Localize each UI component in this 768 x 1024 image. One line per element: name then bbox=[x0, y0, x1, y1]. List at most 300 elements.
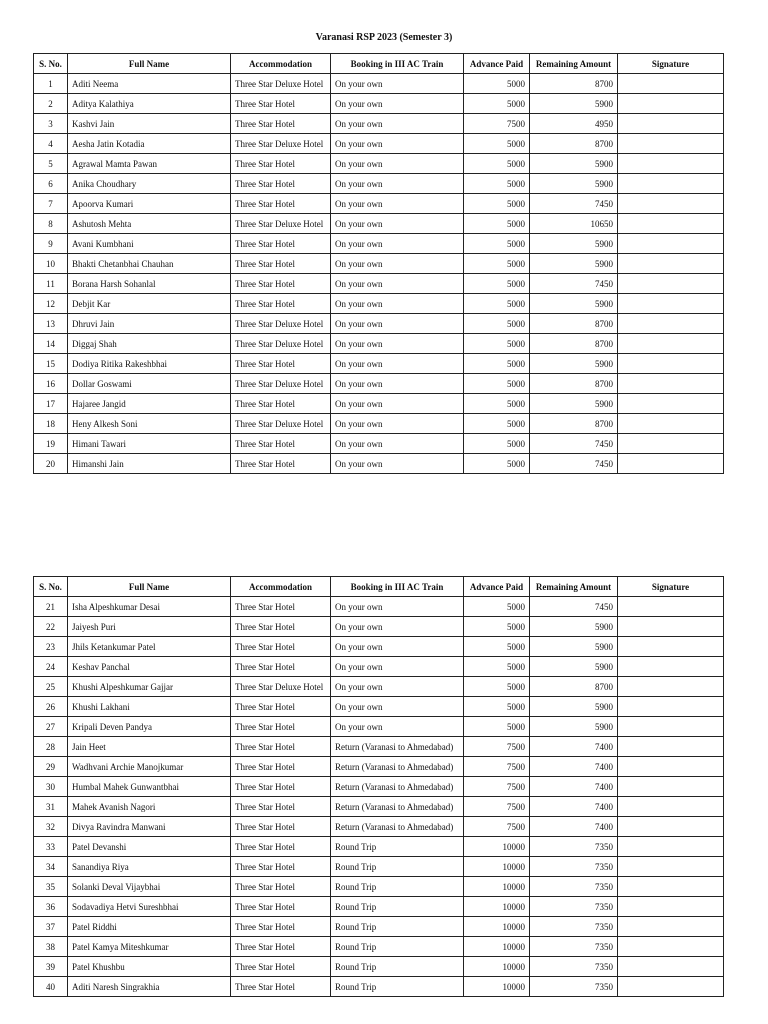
cell-sno: 6 bbox=[34, 174, 68, 194]
cell-advance-paid: 10000 bbox=[464, 837, 530, 857]
cell-signature bbox=[618, 254, 724, 274]
cell-advance-paid: 10000 bbox=[464, 957, 530, 977]
table-header-row bbox=[34, 54, 724, 74]
table-row bbox=[34, 637, 724, 657]
cell-booking: On your own bbox=[331, 677, 464, 697]
cell-booking: On your own bbox=[331, 154, 464, 174]
cell-booking: On your own bbox=[331, 414, 464, 434]
cell-remaining-amount: 7400 bbox=[530, 737, 618, 757]
cell-signature bbox=[618, 717, 724, 737]
cell-sno: 13 bbox=[34, 314, 68, 334]
cell-advance-paid: 5000 bbox=[464, 214, 530, 234]
cell-advance-paid: 10000 bbox=[464, 857, 530, 877]
cell-remaining-amount: 5900 bbox=[530, 617, 618, 637]
table-row bbox=[34, 977, 724, 997]
cell-booking: On your own bbox=[331, 314, 464, 334]
cell-full-name: Dollar Goswami bbox=[68, 374, 231, 394]
cell-full-name: Ashutosh Mehta bbox=[68, 214, 231, 234]
cell-booking: Return (Varanasi to Ahmedabad) bbox=[331, 737, 464, 757]
cell-sno: 36 bbox=[34, 897, 68, 917]
cell-advance-paid: 5000 bbox=[464, 294, 530, 314]
cell-booking: On your own bbox=[331, 234, 464, 254]
cell-sno: 32 bbox=[34, 817, 68, 837]
cell-accommodation: Three Star Hotel bbox=[231, 817, 331, 837]
cell-remaining-amount: 5900 bbox=[530, 94, 618, 114]
cell-sno: 2 bbox=[34, 94, 68, 114]
cell-advance-paid: 5000 bbox=[464, 194, 530, 214]
cell-booking: Round Trip bbox=[331, 957, 464, 977]
cell-remaining-amount: 7350 bbox=[530, 857, 618, 877]
table-row bbox=[34, 957, 724, 977]
cell-sno: 11 bbox=[34, 274, 68, 294]
cell-accommodation: Three Star Deluxe Hotel bbox=[231, 334, 331, 354]
cell-accommodation: Three Star Hotel bbox=[231, 717, 331, 737]
cell-sno: 14 bbox=[34, 334, 68, 354]
cell-remaining-amount: 7350 bbox=[530, 977, 618, 997]
header-accommodation: Accommodation bbox=[231, 54, 331, 74]
cell-booking: On your own bbox=[331, 434, 464, 454]
cell-sno: 27 bbox=[34, 717, 68, 737]
cell-booking: On your own bbox=[331, 294, 464, 314]
cell-full-name: Humbal Mahek Gunwantbhai bbox=[68, 777, 231, 797]
cell-booking: On your own bbox=[331, 617, 464, 637]
cell-advance-paid: 5000 bbox=[464, 454, 530, 474]
cell-full-name: Khushi Alpeshkumar Gajjar bbox=[68, 677, 231, 697]
cell-advance-paid: 5000 bbox=[464, 597, 530, 617]
cell-accommodation: Three Star Hotel bbox=[231, 294, 331, 314]
cell-advance-paid: 5000 bbox=[464, 174, 530, 194]
cell-signature bbox=[618, 917, 724, 937]
cell-remaining-amount: 5900 bbox=[530, 294, 618, 314]
cell-sno: 12 bbox=[34, 294, 68, 314]
table-row bbox=[34, 917, 724, 937]
cell-sno: 23 bbox=[34, 637, 68, 657]
cell-signature bbox=[618, 817, 724, 837]
cell-signature bbox=[618, 374, 724, 394]
cell-accommodation: Three Star Hotel bbox=[231, 897, 331, 917]
cell-sno: 28 bbox=[34, 737, 68, 757]
cell-signature bbox=[618, 114, 724, 134]
cell-full-name: Agrawal Mamta Pawan bbox=[68, 154, 231, 174]
cell-booking: On your own bbox=[331, 394, 464, 414]
cell-booking: Round Trip bbox=[331, 877, 464, 897]
header-advance-paid: Advance Paid bbox=[464, 577, 530, 597]
table-row bbox=[34, 677, 724, 697]
cell-sno: 22 bbox=[34, 617, 68, 637]
cell-remaining-amount: 5900 bbox=[530, 637, 618, 657]
cell-advance-paid: 5000 bbox=[464, 154, 530, 174]
header-full-name: Full Name bbox=[68, 54, 231, 74]
cell-booking: On your own bbox=[331, 454, 464, 474]
payment-table-2 bbox=[33, 576, 724, 997]
cell-full-name: Debjit Kar bbox=[68, 294, 231, 314]
cell-accommodation: Three Star Deluxe Hotel bbox=[231, 74, 331, 94]
cell-remaining-amount: 7400 bbox=[530, 777, 618, 797]
cell-booking: On your own bbox=[331, 374, 464, 394]
cell-booking: On your own bbox=[331, 134, 464, 154]
cell-accommodation: Three Star Hotel bbox=[231, 697, 331, 717]
cell-signature bbox=[618, 94, 724, 114]
cell-accommodation: Three Star Hotel bbox=[231, 857, 331, 877]
cell-signature bbox=[618, 757, 724, 777]
cell-signature bbox=[618, 354, 724, 374]
cell-signature bbox=[618, 234, 724, 254]
cell-remaining-amount: 7450 bbox=[530, 194, 618, 214]
header-advance-paid: Advance Paid bbox=[464, 54, 530, 74]
cell-remaining-amount: 8700 bbox=[530, 314, 618, 334]
cell-sno: 18 bbox=[34, 414, 68, 434]
cell-full-name: Khushi Lakhani bbox=[68, 697, 231, 717]
table-row bbox=[34, 454, 724, 474]
cell-sno: 40 bbox=[34, 977, 68, 997]
table-row bbox=[34, 254, 724, 274]
cell-accommodation: Three Star Hotel bbox=[231, 394, 331, 414]
cell-booking: On your own bbox=[331, 354, 464, 374]
table-row bbox=[34, 414, 724, 434]
cell-advance-paid: 10000 bbox=[464, 937, 530, 957]
cell-full-name: Sodavadiya Hetvi Sureshbhai bbox=[68, 897, 231, 917]
cell-signature bbox=[618, 897, 724, 917]
cell-remaining-amount: 7350 bbox=[530, 877, 618, 897]
cell-accommodation: Three Star Hotel bbox=[231, 254, 331, 274]
table-row bbox=[34, 737, 724, 757]
cell-accommodation: Three Star Hotel bbox=[231, 617, 331, 637]
cell-booking: On your own bbox=[331, 334, 464, 354]
cell-signature bbox=[618, 737, 724, 757]
table-row bbox=[34, 777, 724, 797]
cell-advance-paid: 5000 bbox=[464, 677, 530, 697]
cell-signature bbox=[618, 274, 724, 294]
table-row bbox=[34, 114, 724, 134]
cell-full-name: Jain Heet bbox=[68, 737, 231, 757]
cell-accommodation: Three Star Hotel bbox=[231, 454, 331, 474]
cell-full-name: Dhruvi Jain bbox=[68, 314, 231, 334]
cell-full-name: Jhils Ketankumar Patel bbox=[68, 637, 231, 657]
cell-remaining-amount: 7400 bbox=[530, 757, 618, 777]
table-row bbox=[34, 697, 724, 717]
cell-sno: 38 bbox=[34, 937, 68, 957]
table-row bbox=[34, 717, 724, 737]
cell-remaining-amount: 10650 bbox=[530, 214, 618, 234]
cell-full-name: Himanshi Jain bbox=[68, 454, 231, 474]
cell-full-name: Jaiyesh Puri bbox=[68, 617, 231, 637]
cell-full-name: Borana Harsh Sohanlal bbox=[68, 274, 231, 294]
table-row bbox=[34, 434, 724, 454]
cell-signature bbox=[618, 677, 724, 697]
cell-accommodation: Three Star Hotel bbox=[231, 877, 331, 897]
cell-signature bbox=[618, 797, 724, 817]
cell-remaining-amount: 7450 bbox=[530, 434, 618, 454]
cell-full-name: Diggaj Shah bbox=[68, 334, 231, 354]
cell-advance-paid: 5000 bbox=[464, 74, 530, 94]
cell-remaining-amount: 5900 bbox=[530, 354, 618, 374]
cell-remaining-amount: 5900 bbox=[530, 234, 618, 254]
cell-advance-paid: 10000 bbox=[464, 877, 530, 897]
cell-advance-paid: 5000 bbox=[464, 134, 530, 154]
cell-remaining-amount: 8700 bbox=[530, 414, 618, 434]
cell-booking: Round Trip bbox=[331, 837, 464, 857]
cell-advance-paid: 10000 bbox=[464, 897, 530, 917]
cell-booking: Round Trip bbox=[331, 857, 464, 877]
cell-sno: 9 bbox=[34, 234, 68, 254]
table-row bbox=[34, 94, 724, 114]
cell-signature bbox=[618, 977, 724, 997]
cell-remaining-amount: 8700 bbox=[530, 334, 618, 354]
cell-booking: On your own bbox=[331, 74, 464, 94]
cell-sno: 4 bbox=[34, 134, 68, 154]
cell-remaining-amount: 8700 bbox=[530, 74, 618, 94]
cell-signature bbox=[618, 877, 724, 897]
table-row bbox=[34, 877, 724, 897]
cell-full-name: Avani Kumbhani bbox=[68, 234, 231, 254]
cell-signature bbox=[618, 394, 724, 414]
cell-full-name: Divya Ravindra Manwani bbox=[68, 817, 231, 837]
cell-sno: 3 bbox=[34, 114, 68, 134]
cell-signature bbox=[618, 597, 724, 617]
cell-advance-paid: 5000 bbox=[464, 374, 530, 394]
header-remaining-amount: Remaining Amount bbox=[530, 577, 618, 597]
cell-remaining-amount: 8700 bbox=[530, 374, 618, 394]
cell-remaining-amount: 5900 bbox=[530, 657, 618, 677]
cell-signature bbox=[618, 134, 724, 154]
header-signature: Signature bbox=[618, 54, 724, 74]
cell-accommodation: Three Star Deluxe Hotel bbox=[231, 214, 331, 234]
cell-remaining-amount: 5900 bbox=[530, 254, 618, 274]
cell-booking: Round Trip bbox=[331, 917, 464, 937]
table-row bbox=[34, 837, 724, 857]
document-title: Varanasi RSP 2023 (Semester 3) bbox=[315, 32, 453, 43]
cell-remaining-amount: 5900 bbox=[530, 174, 618, 194]
cell-booking: Round Trip bbox=[331, 897, 464, 917]
header-signature: Signature bbox=[618, 577, 724, 597]
cell-accommodation: Three Star Deluxe Hotel bbox=[231, 134, 331, 154]
cell-accommodation: Three Star Deluxe Hotel bbox=[231, 414, 331, 434]
cell-booking: On your own bbox=[331, 657, 464, 677]
cell-booking: On your own bbox=[331, 94, 464, 114]
cell-remaining-amount: 8700 bbox=[530, 134, 618, 154]
table-row bbox=[34, 174, 724, 194]
cell-accommodation: Three Star Hotel bbox=[231, 657, 331, 677]
table-row bbox=[34, 897, 724, 917]
cell-remaining-amount: 7350 bbox=[530, 957, 618, 977]
cell-signature bbox=[618, 637, 724, 657]
table-row bbox=[34, 234, 724, 254]
cell-advance-paid: 5000 bbox=[464, 94, 530, 114]
cell-advance-paid: 5000 bbox=[464, 334, 530, 354]
cell-accommodation: Three Star Hotel bbox=[231, 757, 331, 777]
cell-accommodation: Three Star Hotel bbox=[231, 94, 331, 114]
cell-advance-paid: 7500 bbox=[464, 797, 530, 817]
cell-full-name: Patel Kamya Miteshkumar bbox=[68, 937, 231, 957]
cell-accommodation: Three Star Hotel bbox=[231, 917, 331, 937]
cell-full-name: Isha Alpeshkumar Desai bbox=[68, 597, 231, 617]
cell-sno: 20 bbox=[34, 454, 68, 474]
table-row bbox=[34, 394, 724, 414]
cell-full-name: Patel Khushbu bbox=[68, 957, 231, 977]
cell-full-name: Mahek Avanish Nagori bbox=[68, 797, 231, 817]
cell-advance-paid: 10000 bbox=[464, 917, 530, 937]
cell-full-name: Dodiya Ritika Rakeshbhai bbox=[68, 354, 231, 374]
cell-full-name: Himani Tawari bbox=[68, 434, 231, 454]
cell-accommodation: Three Star Hotel bbox=[231, 354, 331, 374]
cell-full-name: Aditi Neema bbox=[68, 74, 231, 94]
cell-full-name: Patel Devanshi bbox=[68, 837, 231, 857]
cell-signature bbox=[618, 937, 724, 957]
cell-advance-paid: 5000 bbox=[464, 637, 530, 657]
cell-signature bbox=[618, 777, 724, 797]
cell-signature bbox=[618, 174, 724, 194]
cell-advance-paid: 7500 bbox=[464, 114, 530, 134]
cell-signature bbox=[618, 74, 724, 94]
cell-full-name: Anika Choudhary bbox=[68, 174, 231, 194]
table-row bbox=[34, 334, 724, 354]
cell-sno: 17 bbox=[34, 394, 68, 414]
cell-remaining-amount: 5900 bbox=[530, 697, 618, 717]
cell-booking: Return (Varanasi to Ahmedabad) bbox=[331, 777, 464, 797]
cell-signature bbox=[618, 837, 724, 857]
cell-sno: 33 bbox=[34, 837, 68, 857]
header-booking: Booking in III AC Train bbox=[331, 54, 464, 74]
header-accommodation: Accommodation bbox=[231, 577, 331, 597]
cell-sno: 15 bbox=[34, 354, 68, 374]
cell-remaining-amount: 7450 bbox=[530, 597, 618, 617]
cell-booking: Return (Varanasi to Ahmedabad) bbox=[331, 797, 464, 817]
cell-accommodation: Three Star Hotel bbox=[231, 797, 331, 817]
cell-remaining-amount: 7400 bbox=[530, 817, 618, 837]
cell-full-name: Apoorva Kumari bbox=[68, 194, 231, 214]
cell-sno: 34 bbox=[34, 857, 68, 877]
cell-accommodation: Three Star Hotel bbox=[231, 174, 331, 194]
cell-full-name: Keshav Panchal bbox=[68, 657, 231, 677]
cell-signature bbox=[618, 334, 724, 354]
cell-signature bbox=[618, 314, 724, 334]
cell-advance-paid: 5000 bbox=[464, 274, 530, 294]
cell-advance-paid: 10000 bbox=[464, 977, 530, 997]
cell-booking: On your own bbox=[331, 717, 464, 737]
header-remaining-amount: Remaining Amount bbox=[530, 54, 618, 74]
cell-remaining-amount: 4950 bbox=[530, 114, 618, 134]
cell-signature bbox=[618, 957, 724, 977]
cell-remaining-amount: 7350 bbox=[530, 837, 618, 857]
cell-sno: 1 bbox=[34, 74, 68, 94]
cell-sno: 37 bbox=[34, 917, 68, 937]
cell-sno: 39 bbox=[34, 957, 68, 977]
cell-remaining-amount: 7400 bbox=[530, 797, 618, 817]
table-row bbox=[34, 597, 724, 617]
cell-accommodation: Three Star Hotel bbox=[231, 977, 331, 997]
cell-full-name: Bhakti Chetanbhai Chauhan bbox=[68, 254, 231, 274]
cell-accommodation: Three Star Hotel bbox=[231, 637, 331, 657]
cell-full-name: Wadhvani Archie Manojkumar bbox=[68, 757, 231, 777]
table-row bbox=[34, 74, 724, 94]
cell-signature bbox=[618, 657, 724, 677]
cell-advance-paid: 5000 bbox=[464, 314, 530, 334]
cell-remaining-amount: 5900 bbox=[530, 154, 618, 174]
cell-signature bbox=[618, 454, 724, 474]
cell-booking: On your own bbox=[331, 274, 464, 294]
table-row bbox=[34, 294, 724, 314]
table-row bbox=[34, 657, 724, 677]
cell-advance-paid: 5000 bbox=[464, 697, 530, 717]
cell-booking: Round Trip bbox=[331, 937, 464, 957]
cell-accommodation: Three Star Hotel bbox=[231, 597, 331, 617]
cell-sno: 24 bbox=[34, 657, 68, 677]
cell-accommodation: Three Star Hotel bbox=[231, 274, 331, 294]
cell-sno: 10 bbox=[34, 254, 68, 274]
cell-advance-paid: 5000 bbox=[464, 617, 530, 637]
cell-advance-paid: 5000 bbox=[464, 434, 530, 454]
cell-sno: 7 bbox=[34, 194, 68, 214]
cell-full-name: Patel Riddhi bbox=[68, 917, 231, 937]
header-sno: S. No. bbox=[34, 54, 68, 74]
cell-booking: On your own bbox=[331, 637, 464, 657]
cell-remaining-amount: 7450 bbox=[530, 454, 618, 474]
table-row bbox=[34, 374, 724, 394]
table-row bbox=[34, 214, 724, 234]
cell-sno: 8 bbox=[34, 214, 68, 234]
cell-full-name: Kashvi Jain bbox=[68, 114, 231, 134]
cell-booking: On your own bbox=[331, 697, 464, 717]
cell-accommodation: Three Star Hotel bbox=[231, 114, 331, 134]
table-row bbox=[34, 857, 724, 877]
cell-accommodation: Three Star Hotel bbox=[231, 737, 331, 757]
cell-advance-paid: 5000 bbox=[464, 354, 530, 374]
cell-signature bbox=[618, 214, 724, 234]
cell-sno: 5 bbox=[34, 154, 68, 174]
table-row bbox=[34, 354, 724, 374]
cell-full-name: Aditi Naresh Singrakhia bbox=[68, 977, 231, 997]
cell-accommodation: Three Star Hotel bbox=[231, 937, 331, 957]
cell-full-name: Kripali Deven Pandya bbox=[68, 717, 231, 737]
cell-accommodation: Three Star Hotel bbox=[231, 434, 331, 454]
header-booking: Booking in III AC Train bbox=[331, 577, 464, 597]
cell-sno: 16 bbox=[34, 374, 68, 394]
cell-sno: 25 bbox=[34, 677, 68, 697]
cell-accommodation: Three Star Hotel bbox=[231, 777, 331, 797]
cell-sno: 29 bbox=[34, 757, 68, 777]
cell-advance-paid: 7500 bbox=[464, 777, 530, 797]
cell-signature bbox=[618, 697, 724, 717]
cell-advance-paid: 5000 bbox=[464, 717, 530, 737]
table-row bbox=[34, 274, 724, 294]
table-row bbox=[34, 757, 724, 777]
cell-sno: 21 bbox=[34, 597, 68, 617]
cell-full-name: Heny Alkesh Soni bbox=[68, 414, 231, 434]
cell-signature bbox=[618, 617, 724, 637]
cell-remaining-amount: 7350 bbox=[530, 937, 618, 957]
cell-booking: On your own bbox=[331, 194, 464, 214]
cell-signature bbox=[618, 434, 724, 454]
cell-full-name: Aditya Kalathiya bbox=[68, 94, 231, 114]
cell-advance-paid: 5000 bbox=[464, 394, 530, 414]
cell-signature bbox=[618, 194, 724, 214]
cell-sno: 31 bbox=[34, 797, 68, 817]
cell-remaining-amount: 7450 bbox=[530, 274, 618, 294]
cell-sno: 30 bbox=[34, 777, 68, 797]
header-sno: S. No. bbox=[34, 577, 68, 597]
payment-table-1 bbox=[33, 53, 724, 474]
cell-full-name: Aesha Jatin Kotadia bbox=[68, 134, 231, 154]
cell-remaining-amount: 5900 bbox=[530, 717, 618, 737]
cell-accommodation: Three Star Deluxe Hotel bbox=[231, 677, 331, 697]
table-row bbox=[34, 314, 724, 334]
cell-sno: 19 bbox=[34, 434, 68, 454]
cell-accommodation: Three Star Hotel bbox=[231, 957, 331, 977]
cell-booking: Return (Varanasi to Ahmedabad) bbox=[331, 757, 464, 777]
cell-advance-paid: 5000 bbox=[464, 414, 530, 434]
cell-remaining-amount: 5900 bbox=[530, 394, 618, 414]
cell-booking: On your own bbox=[331, 597, 464, 617]
